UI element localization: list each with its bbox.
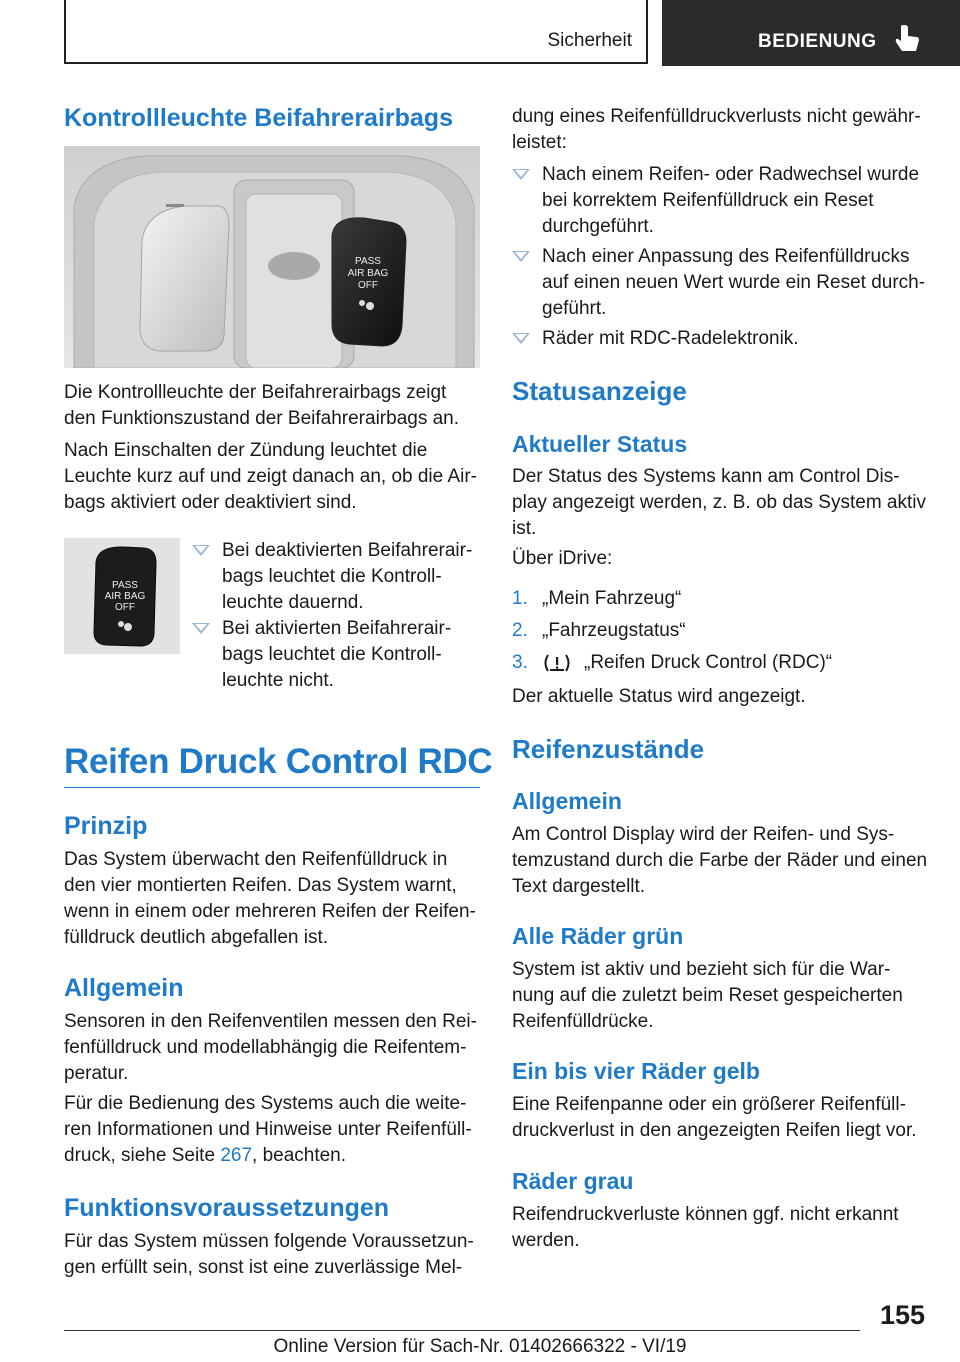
status-title: Statusanzeige	[512, 376, 687, 406]
prinzip-title: Prinzip	[64, 812, 148, 840]
step-1: 1. „Mein Fahrzeug“	[512, 588, 682, 609]
allg-paragraph: Am Control Display wird der Reifen- und Sys- temzustand durch die Farbe der Räder und einen Text dargestellt.	[512, 824, 928, 897]
footer-rule	[64, 1330, 860, 1331]
step-3: 3. „Reifen Druck Control (RDC)“	[512, 652, 833, 673]
triangle-bullet-icon	[512, 251, 530, 262]
funktion-paragraph: Für das System müssen folgende Voraussetzun- gen erfüllt sein, sonst ist eine zuverlässige Mel-	[64, 1231, 474, 1278]
svg-text:OFF: OFF	[115, 602, 135, 613]
step-2: 2. „Fahrzeugstatus“	[512, 620, 686, 641]
svg-text:PASS: PASS	[355, 256, 381, 267]
section-box	[64, 0, 648, 64]
triangle-bullet-icon	[192, 623, 210, 634]
grau-paragraph: Reifendruckverluste können ggf. nicht erkannt werden.	[512, 1204, 899, 1251]
condition-bullet-3: Räder mit RDC-Radelektronik.	[512, 326, 942, 354]
continued-paragraph: dung eines Reifenfülldruckverlusts nicht gewähr- leistet:	[512, 106, 921, 153]
allg-title: Allgemein	[512, 788, 622, 814]
condition-bullet-1: Nach einem Reifen- oder Radwechsel wurde bei korrektem Reifenfülldruck ein Reset durchgeführt.	[512, 162, 942, 242]
allgemein-title: Allgemein	[64, 974, 184, 1002]
airbag-bullet-2: Bei aktivierten Beifahrerair- bags leuchtet die Kontroll- leuchte nicht.	[192, 616, 482, 696]
page-number: 155	[880, 1300, 926, 1330]
condition-bullet-2: Nach einer Anpassung des Reifenfülldrucks auf einen neuen Wert wurde ein Reset durch- geführt.	[512, 244, 942, 324]
allgemein-paragraph-2: Für die Bedienung des Systems auch die weite- ren Informationen und Hinweise unter Reifenfüll- druck, siehe Seite 267, beachten.	[64, 1093, 472, 1166]
page-header	[0, 0, 960, 66]
triangle-bullet-icon	[192, 545, 210, 556]
gelb-title: Ein bis vier Räder gelb	[512, 1058, 760, 1084]
kontroll-paragraph-1: Die Kontrollleuchte der Beifahrerairbags zeigt den Funktionszustand der Beifahrerairbags an.	[64, 382, 460, 429]
overhead-console-graphic	[64, 146, 480, 368]
triangle-bullet-icon	[512, 169, 530, 180]
airbag-off-button-illustration	[64, 538, 180, 654]
prinzip-paragraph: Das System überwacht den Reifenfülldruck in den vier montierten Reifen. Das System warnt, wenn in einem oder mehreren Reifen der Reifen- fülldruck deutlich abgefallen ist.	[64, 849, 476, 948]
chapter-tab[interactable]	[662, 0, 960, 66]
aktuell-result: Der aktuelle Status wird angezeigt.	[512, 686, 806, 707]
gruen-paragraph: System ist aktiv und bezieht sich für die War- nung auf die zuletzt beim Reset gespeicherten Reifenfülldrücke.	[512, 959, 903, 1032]
airbag-bullet-1: Bei deaktivierten Beifahrerair- bags leuchtet die Kontroll- leuchte dauernd.	[192, 538, 482, 618]
airbag-console-illustration	[64, 146, 480, 368]
tire-pressure-warning-icon	[542, 652, 572, 674]
idrive-label: Über iDrive:	[512, 548, 613, 569]
allgemein-paragraph-1: Sensoren in den Reifenventilen messen den Rei- fenfülldruck und modellabhängig die Reifentem- peratur.	[64, 1011, 477, 1084]
gelb-paragraph: Eine Reifenpanne oder ein größerer Reifenfüll- druckverlust in den angezeigten Reifen liegt vor.	[512, 1094, 917, 1141]
svg-text:AIR BAG: AIR BAG	[347, 268, 389, 279]
triangle-bullet-icon	[512, 333, 530, 344]
gruen-title: Alle Räder grün	[512, 923, 684, 949]
hand-pointer-icon	[894, 24, 922, 54]
section-title: Sicherheit	[547, 30, 632, 51]
svg-text:AIR BAG: AIR BAG	[104, 591, 146, 602]
grau-title: Räder grau	[512, 1168, 634, 1194]
title-rule	[64, 787, 480, 788]
zustaende-title: Reifenzustände	[512, 734, 705, 764]
svg-text:OFF: OFF	[358, 280, 378, 291]
airbag-off-button-graphic	[64, 538, 180, 654]
chapter-tab-label: BEDIENUNG	[758, 31, 877, 52]
kontroll-paragraph-2: Nach Einschalten der Zündung leuchtet die Leuchte kurz auf und zeigt danach an, ob die Air- bags aktiviert oder deaktiviert sind.	[64, 440, 477, 513]
kontroll-title: Kontrollleuchte Beifahrerairbags	[64, 104, 453, 132]
svg-text:PASS: PASS	[112, 580, 138, 591]
aktuell-title: Aktueller Status	[512, 431, 688, 457]
rdc-title: Reifen Druck Control RDC	[64, 742, 493, 781]
page-link[interactable]: 267	[220, 1145, 253, 1166]
funktion-title: Funktionsvoraussetzungen	[64, 1194, 390, 1222]
footer-text: Online Version für Sach-Nr. 01402666322 - VI/19	[273, 1336, 687, 1357]
aktuell-paragraph: Der Status des Systems kann am Control Dis- play angezeigt werden, z. B. ob das System aktiv ist.	[512, 466, 926, 539]
